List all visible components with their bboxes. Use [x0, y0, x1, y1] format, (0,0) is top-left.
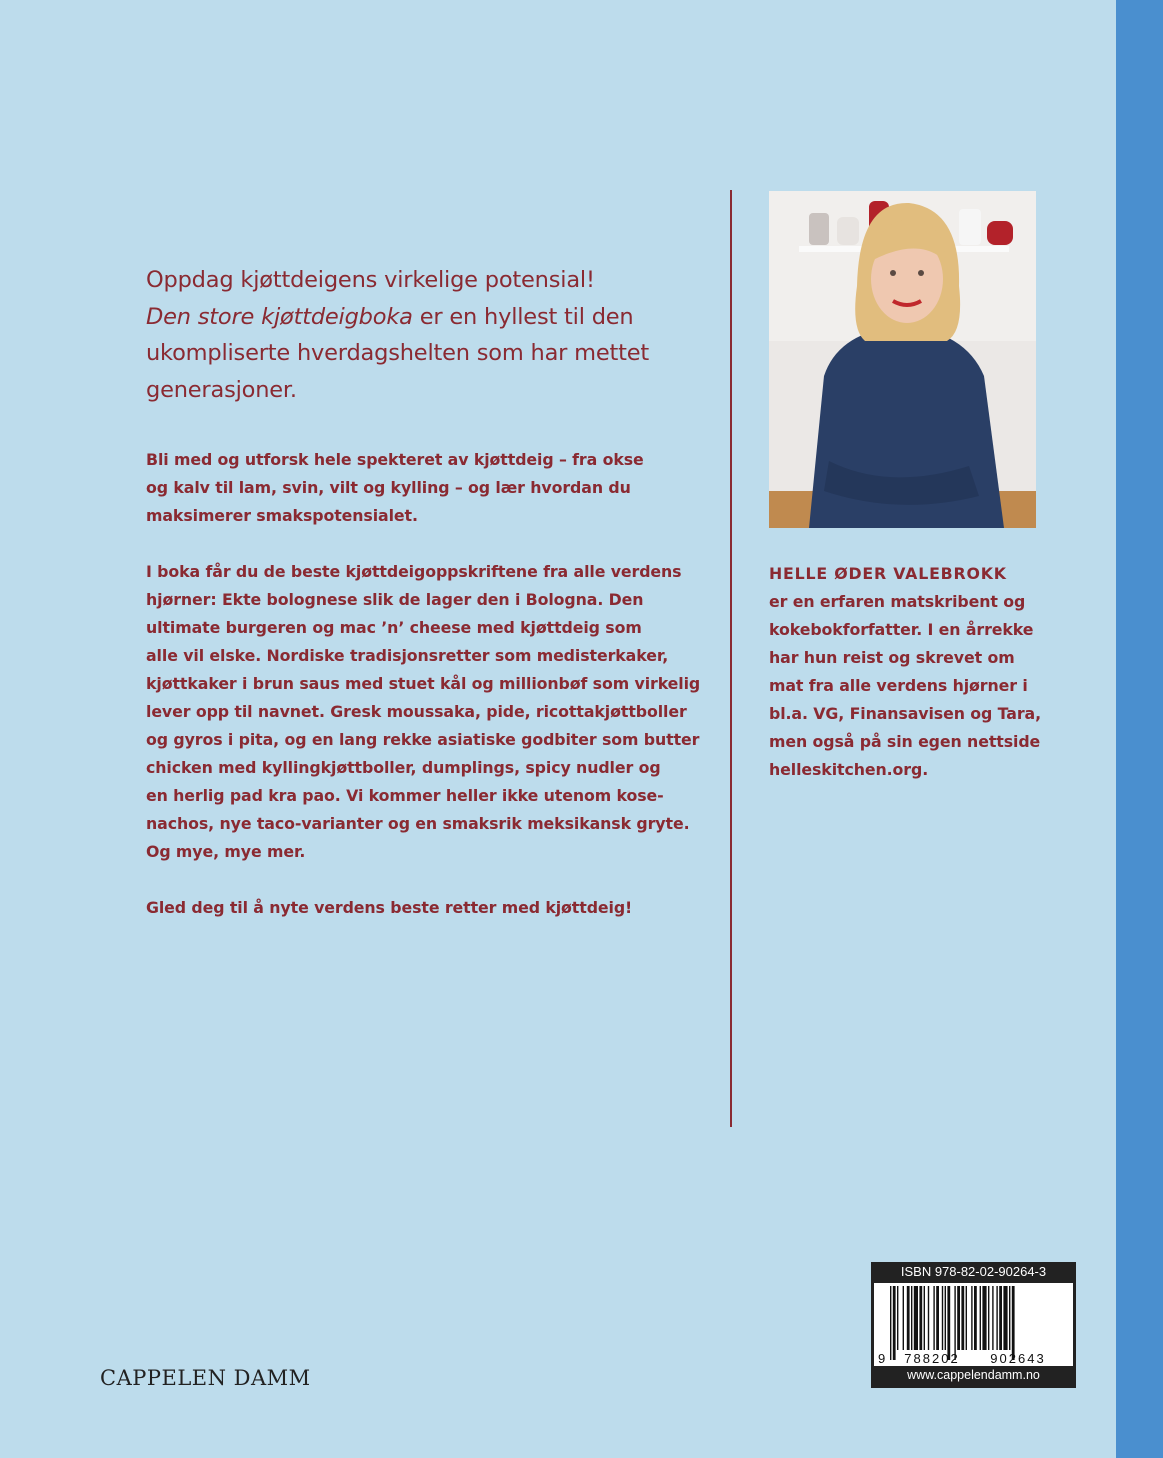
barcode-bar	[914, 1286, 918, 1350]
vertical-divider	[730, 190, 732, 1127]
paragraph-line: maksimerer smakspotensialet.	[146, 506, 418, 525]
paragraph-line: ultimate burgeren og mac ’n’ cheese med kjøttdeig som	[146, 618, 642, 637]
bio-line: helleskitchen.org.	[769, 760, 929, 779]
barcode-bar	[924, 1286, 925, 1350]
barcode-first-digit: 9	[878, 1351, 886, 1366]
barcode-bar	[942, 1286, 943, 1350]
paragraph-line: Og mye, mye mer.	[146, 842, 306, 861]
bio-line: men også på sin egen nettside	[769, 732, 1041, 751]
paragraph-line: I boka får du de beste kjøttdeigoppskriftene fra alle verdens	[146, 562, 682, 581]
paragraph-line: en herlig pad kra pao. Vi kommer heller ikke utenom kose-	[146, 786, 664, 805]
lead-line-1: Oppdag kjøttdeigens virkelige potensial!	[146, 267, 595, 293]
barcode-bar	[957, 1286, 960, 1350]
barcode-bar	[1012, 1286, 1015, 1360]
barcode-bar	[928, 1286, 929, 1350]
barcode-group-2: 902643	[990, 1351, 1046, 1366]
lead-paragraph	[146, 262, 716, 408]
barcode-bar	[974, 1286, 977, 1350]
publisher-url: www.cappelendamm.no	[907, 1368, 1040, 1382]
bio-line: er en erfaren matskribent og	[769, 592, 1026, 611]
isbn-number: ISBN 978-82-02-90264-3	[900, 1264, 1047, 1279]
author-bio-section	[769, 560, 1069, 784]
paragraph-2	[146, 558, 716, 866]
paragraph-line: hjørner: Ekte bolognese slik de lager den i Bologna. Den	[146, 590, 644, 609]
paragraph-line: og gyros i pita, og en lang rekke asiatiske godbiter som butter	[146, 730, 700, 749]
barcode-bar	[933, 1286, 934, 1350]
barcode-bar	[999, 1286, 1002, 1350]
barcode-bar	[897, 1286, 898, 1350]
lead-line-3: ukompliserte hverdagshelten som har mettet	[146, 340, 650, 366]
paragraph-line: og kalv til lam, svin, vilt og kylling – og lær hvordan du	[146, 478, 631, 497]
barcode-bar	[919, 1286, 922, 1350]
barcode-bar	[903, 1286, 904, 1350]
blurb-text	[146, 262, 716, 950]
author-photo	[769, 191, 1036, 528]
author-bio	[769, 588, 1069, 784]
barcode-bar	[1009, 1286, 1010, 1350]
paragraph-line: lever opp til navnet. Gresk moussaka, pide, ricottakjøttboller	[146, 702, 687, 721]
paragraph-3: Gled deg til å nyte verdens beste retter med kjøttdeig!	[146, 898, 633, 917]
barcode-area	[874, 1283, 1073, 1366]
paragraph-1	[146, 446, 716, 530]
barcode-bar	[1003, 1286, 1007, 1350]
bio-line: har hun reist og skrevet om	[769, 648, 1015, 667]
lead-line-2-rest: er en hyllest til den	[412, 303, 634, 330]
barcode-bar	[890, 1286, 891, 1360]
barcode-bar	[988, 1286, 989, 1350]
barcode-group-1: 788202	[904, 1351, 960, 1366]
book-title: Den store kjøttdeigboka	[146, 303, 413, 330]
barcode-bar	[947, 1286, 950, 1360]
lead-line-4: generasjoner.	[146, 376, 297, 403]
author-name: HELLE ØDER VALEBROKK	[769, 564, 1007, 583]
barcode-bar	[971, 1286, 972, 1350]
paragraph-line: alle vil elske. Nordiske tradisjonsretter som medisterkaker,	[146, 646, 669, 665]
barcode-bar	[992, 1286, 993, 1350]
barcode-bar	[907, 1286, 910, 1350]
barcode-bar	[954, 1286, 955, 1360]
author-photo-illustration	[769, 191, 1036, 528]
barcode-bar	[945, 1286, 946, 1350]
barcode-bar	[982, 1286, 986, 1350]
publisher-logo: CAPPELEN DAMM	[100, 1366, 311, 1390]
barcode-bar	[961, 1286, 964, 1350]
barcode-bar	[893, 1286, 896, 1360]
isbn-barcode	[871, 1262, 1076, 1388]
bio-line: mat fra alle verdens hjørner i	[769, 676, 1028, 695]
paragraph-line: Bli med og utforsk hele spekteret av kjøttdeig – fra okse	[146, 450, 644, 469]
paragraph-line: chicken med kyllingkjøttboller, dumplings, spicy nudler og	[146, 758, 661, 777]
barcode-bar	[966, 1286, 967, 1350]
bio-line: kokebokforfatter. I en årrekke	[769, 620, 1034, 639]
paragraph-line: kjøttkaker i brun saus med stuet kål og millionbøf som virkelig	[146, 674, 701, 693]
barcode-bar	[936, 1286, 939, 1350]
barcode-bars	[874, 1283, 1073, 1366]
barcode-bar	[980, 1286, 981, 1350]
lead-line-2	[146, 299, 716, 336]
paragraph-line: nachos, nye taco-varianter og en smaksrik meksikansk gryte.	[146, 814, 690, 833]
book-spine-edge	[1116, 0, 1163, 1458]
barcode-bar	[996, 1286, 997, 1350]
bio-line: bl.a. VG, Finansavisen og Tara,	[769, 704, 1041, 723]
barcode-bar	[911, 1286, 912, 1350]
